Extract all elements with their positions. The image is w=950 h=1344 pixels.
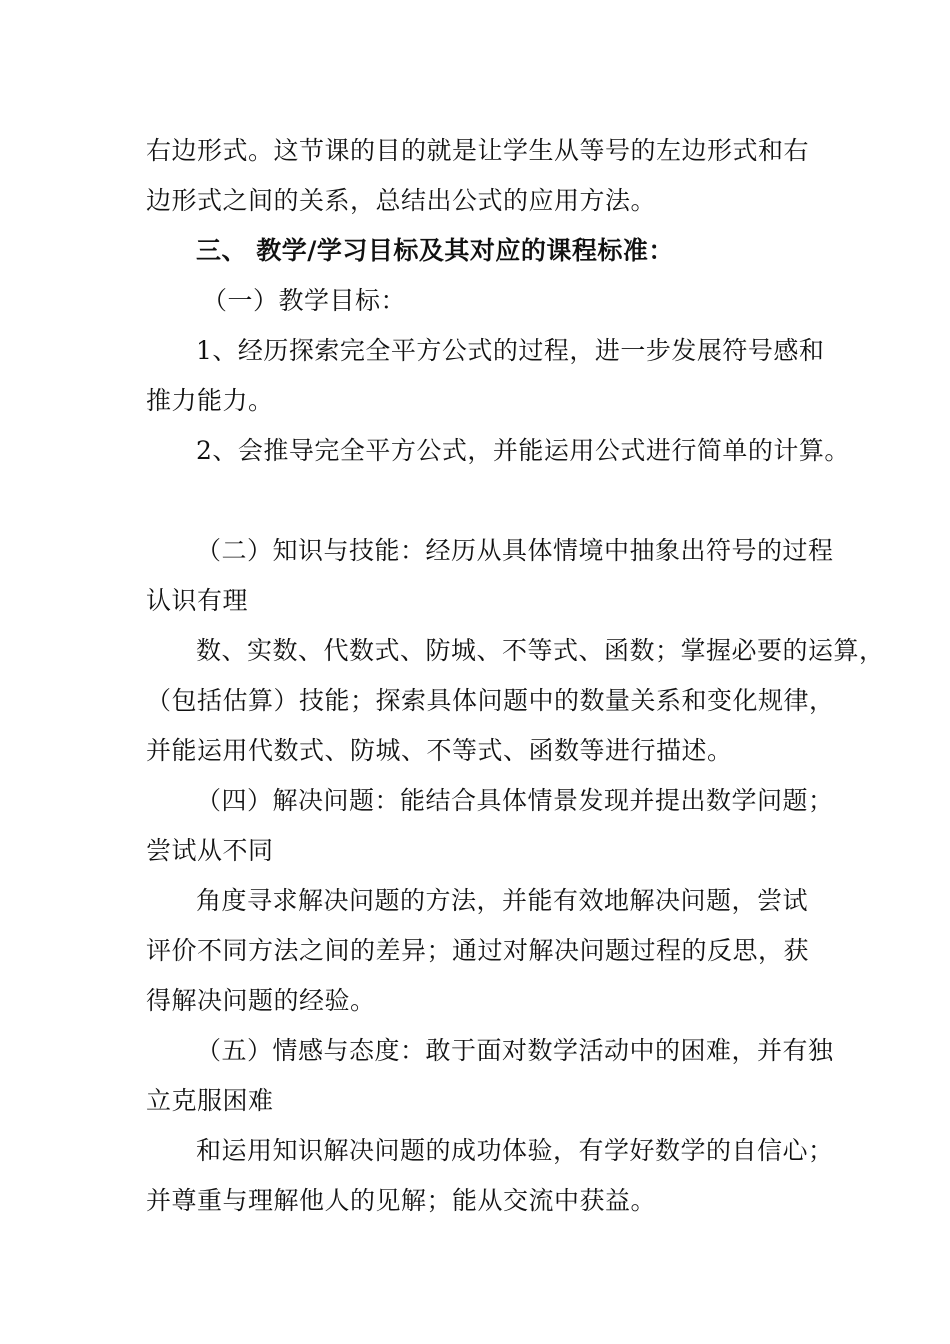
section-heading: 三、 教学/学习目标及其对应的课程标准： [196,236,674,265]
paragraph-line: 评价不同方法之间的差异；通过对解决问题过程的反思，获 [146,936,810,965]
paragraph-line: 和运用知识解决问题的成功体验，有学好数学的自信心； [196,1136,834,1165]
paragraph-line: （包括估算）技能；探索具体问题中的数量关系和变化规律， [146,686,835,715]
subsection-heading: （一）教学目标： [202,286,407,315]
paragraph-line: 尝试从不同 [146,836,274,865]
paragraph-line: 并能运用代数式、防城、不等式、函数等进行描述。 [146,736,733,765]
paragraph-line: 推力能力。 [146,386,274,415]
paragraph-line: 并尊重与理解他人的见解；能从交流中获益。 [146,1186,657,1215]
paragraph-line: 右边形式。这节课的目的就是让学生从等号的左边形式和右 [146,136,810,165]
list-item: 1、经历探索完全平方公式的过程，进一步发展符号感和 [196,336,825,365]
list-item: 2、会推导完全平方公式，并能运用公式进行简单的计算。 [196,436,850,465]
paragraph-line: 认识有理 [146,586,249,615]
paragraph-line: （二）知识与技能：经历从具体情境中抽象出符号的过程 [196,536,834,565]
paragraph-line: 数、实数、代数式、防城、不等式、函数；掌握必要的运算， [196,636,885,665]
paragraph-line: 立克服困难 [146,1086,274,1115]
paragraph-line: （四）解决问题：能结合具体情景发现并提出数学问题； [196,786,834,815]
paragraph-line: 得解决问题的经验。 [146,986,376,1015]
paragraph-line: 角度寻求解决问题的方法，并能有效地解决问题，尝试 [196,886,809,915]
paragraph-line: （五）情感与态度：敢于面对数学活动中的困难，并有独 [196,1036,834,1065]
paragraph-line: 边形式之间的关系，总结出公式的应用方法。 [146,186,657,215]
